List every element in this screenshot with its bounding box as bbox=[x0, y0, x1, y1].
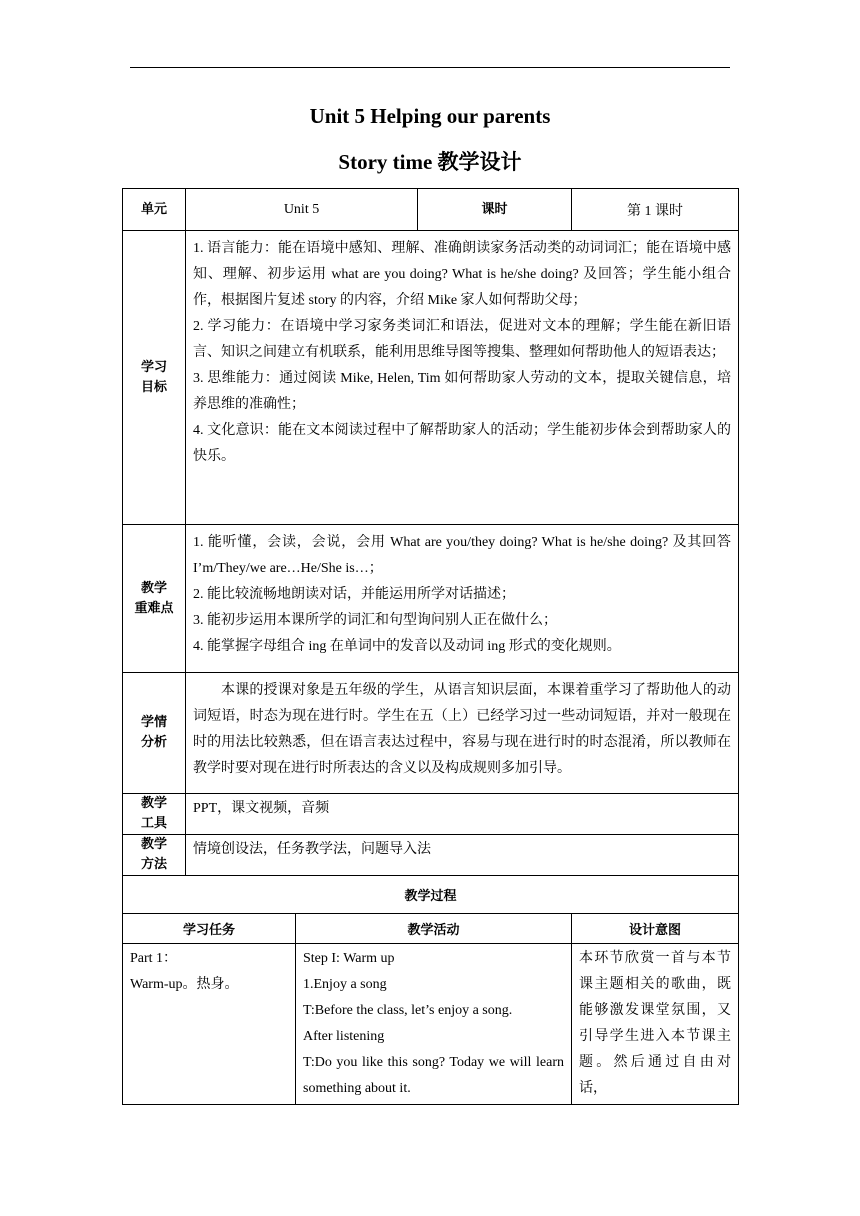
process-row bbox=[123, 944, 739, 1105]
unit-row bbox=[123, 189, 739, 231]
header-rule bbox=[130, 67, 730, 68]
lesson-plan-table bbox=[122, 188, 739, 1105]
document-title: Unit 5 Helping our parents bbox=[309, 104, 551, 128]
intent-cell: 本环节欣赏一首与本节课主题相关的歌曲，既能够激发课堂氛围，又引导学生进入本节课主题。然后通过自由对话， bbox=[572, 944, 739, 1105]
objective-item: 2. 学习能力：在语境中学习家务类词汇和语法，促进对文本的理解；学生能在新旧语言、知识之间建立有机联系，能利用思维导图等搜集、整理如何帮助他人的短语表达； bbox=[193, 319, 732, 360]
period-value: 第 1 课时 bbox=[572, 189, 739, 231]
process-title: 教学过程 bbox=[123, 876, 739, 914]
methods-content: 情境创设法，任务教学法，问题导入法 bbox=[186, 835, 739, 876]
key-point-item: 1. 能听懂，会读，会说，会用 What are you/they doing? What is he/she doing? 及其回答 I’m/They/we are…He/She is…； bbox=[193, 535, 732, 576]
objectives-content bbox=[186, 231, 739, 525]
activity-line: 1.Enjoy a song bbox=[303, 977, 387, 992]
tools-content: PPT，课文视频，音频 bbox=[186, 794, 739, 835]
task-cell bbox=[123, 944, 296, 1105]
task-line: Part 1： bbox=[130, 951, 178, 966]
key-point-item: 3. 能初步运用本课所学的词汇和句型询问别人正在做什么； bbox=[193, 613, 557, 628]
header-task: 学习任务 bbox=[123, 914, 296, 944]
period-label: 课时 bbox=[418, 189, 572, 231]
objectives-row bbox=[123, 231, 739, 525]
objective-item: 3. 思维能力：通过阅读 Mike, Helen, Tim 如何帮助家人劳动的文本，提取关键信息，培养思维的准确性； bbox=[193, 371, 732, 412]
analysis-text: 本课的授课对象是五年级的学生，从语言知识层面，本课着重学习了帮助他人的动词短语，时态为现在进行时。学生在五（上）已经学习过一些动词短语，并对一般现在时的用法比较熟悉，但在语言表达过程中，容易与现在进行时的时态混淆，所以教师在教学时要对现在进行时所表达的含义以及构成规则多加引导。 bbox=[193, 683, 732, 776]
activity-line: Step I: Warm up bbox=[303, 951, 395, 966]
key-point-item: 4. 能掌握字母组合 ing 在单词中的发音以及动词 ing 形式的变化规则。 bbox=[193, 639, 621, 654]
unit-label: 单元 bbox=[123, 189, 186, 231]
methods-row bbox=[123, 835, 739, 876]
key-points-content bbox=[186, 525, 739, 673]
analysis-row bbox=[123, 673, 739, 794]
activity-line: T:Do you like this song? Today we will learn something about it. bbox=[303, 1055, 565, 1096]
task-line: Warm-up。热身。 bbox=[130, 977, 239, 992]
analysis-content bbox=[186, 673, 739, 794]
key-points-row bbox=[123, 525, 739, 673]
process-header-row bbox=[123, 914, 739, 944]
key-point-item: 2. 能比较流畅地朗读对话，并能运用所学对话描述； bbox=[193, 587, 515, 602]
tools-label: 教学 工具 bbox=[123, 794, 186, 835]
activity-line: After listening bbox=[303, 1029, 385, 1044]
objective-item: 1. 语言能力：能在语境中感知、理解、准确朗读家务活动类的动词词汇；能在语境中感知、理解、初步运用 what are you doing? What is he/she doing? 及回答；学生能小组合作，根据图片复述 story 的内容，介绍 Mike 家人如何帮助父母； bbox=[193, 241, 732, 308]
activity-cell bbox=[296, 944, 572, 1105]
analysis-label: 学情 分析 bbox=[123, 673, 186, 794]
process-title-row bbox=[123, 876, 739, 914]
tools-row bbox=[123, 794, 739, 835]
document-subtitle: Story time 教学设计 bbox=[338, 150, 522, 174]
objective-item: 4. 文化意识：能在文本阅读过程中了解帮助家人的活动；学生能初步体会到帮助家人的快乐。 bbox=[193, 423, 732, 464]
header-activity: 教学活动 bbox=[296, 914, 572, 944]
unit-value: Unit 5 bbox=[186, 189, 418, 231]
key-points-label: 教学 重难点 bbox=[123, 525, 186, 673]
objectives-label: 学习 目标 bbox=[123, 231, 186, 525]
methods-label: 教学 方法 bbox=[123, 835, 186, 876]
activity-line: T:Before the class, let’s enjoy a song. bbox=[303, 1003, 513, 1018]
header-intent: 设计意图 bbox=[572, 914, 739, 944]
